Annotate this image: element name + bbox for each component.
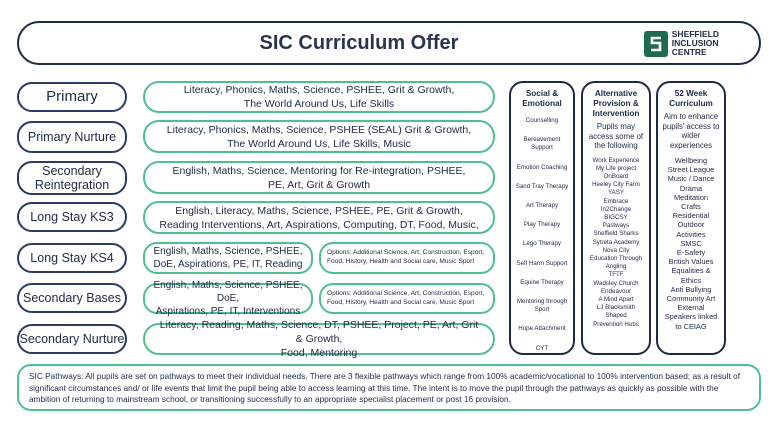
bases-core-subjects: English, Maths, Science, PSHEE, DoE, Aspirations, PE, IT, Interventions <box>143 283 313 314</box>
social-emotional-column <box>509 81 575 355</box>
week52-item: E-Safety <box>676 248 706 258</box>
ks4-core-subjects: English, Maths, Science, PSHEE, DoE, Aspirations, PE, IT, Reading <box>143 242 313 274</box>
logo-line-2: INCLUSION <box>671 38 719 48</box>
social-item: Counselling <box>525 117 559 124</box>
week52-item: Speakers linked <box>664 312 718 322</box>
row-label-primary-nurture: Primary Nurture <box>17 121 127 153</box>
social-item: Bereavement Support <box>523 136 561 152</box>
logo-line-3: CENTRE <box>671 47 707 57</box>
row-content-secondary-bases <box>143 280 495 317</box>
row-content-primary-nurture: Literacy, Phonics, Maths, Science, PSHEE (SEAL) Grit & Growth, The World Around Us, Life Skills, Music <box>143 120 495 153</box>
week52-item: Music / Dance <box>667 174 715 184</box>
alternative-provision-intro: Pupils may access some of the following <box>588 122 644 150</box>
week52-item: British Values <box>668 257 714 267</box>
alternative-item: Pastways <box>602 222 630 230</box>
alternative-item: Sheffield Sharks <box>593 230 639 238</box>
alternative-item: Sytreta Academy <box>592 238 640 246</box>
social-item: Mentoring through Sport <box>516 298 568 314</box>
week52-item: Ethics <box>680 275 702 285</box>
week52-item: External <box>677 303 705 313</box>
row-content-long-stay-ks4 <box>143 242 495 274</box>
alternative-item: Prevention Hubs <box>593 320 639 328</box>
alternative-provision-column <box>581 81 651 355</box>
alternative-item: Work Experience <box>592 156 640 164</box>
row-content-primary: Literacy, Phonics, Maths, Science, PSHEE, Grit & Growth, The World Around Us, Life Skills <box>143 81 495 113</box>
alternative-item: Endeavour <box>601 287 631 295</box>
title-banner <box>17 21 761 65</box>
social-item: Self Harm Support <box>516 259 568 267</box>
alternative-provision-list <box>585 157 647 329</box>
logo-text <box>672 30 719 57</box>
row-content-long-stay-ks3: English, Literacy, Maths, Science, PSHEE, PE, Grit & Growth, Reading Interventions, Art, Aspirations, Computing, DT, Food, Music, <box>143 201 495 234</box>
row-label-secondary-bases: Secondary Bases <box>17 283 127 313</box>
alternative-item: Nova City <box>602 246 630 254</box>
week52-item: Street League <box>667 165 715 175</box>
row-label-long-stay-ks4: Long Stay KS4 <box>17 243 127 273</box>
bases-options: Options: Additional Science, Art, Construction, Esport, Food, History, Health and Social care, Music Sport <box>319 283 495 314</box>
sic-logo <box>644 30 719 57</box>
row-label-primary: Primary <box>17 82 127 112</box>
week52-item: Community Art <box>666 294 716 304</box>
social-item: Play Therapy <box>523 221 561 229</box>
social-item: Art Therapy <box>525 202 559 210</box>
week52-item: Residential <box>672 211 710 221</box>
sic-pathways-note: SIC Pathways: All pupils are set on pathways to meet their individual needs. There are 3 flexible pathways which range from 100% academic/vocational to 100% intervention based; as a result of significant circumstances and/ or life events that limit the pupil being able to access learning at this time. The intent is to move the pupil through the pathways as quickly as possible with the ambition of returning to mainstream school, or transitioning successfully to an appropriate specialist placement or post 16 provision. <box>17 364 761 411</box>
alternative-item: YASY <box>607 189 625 197</box>
social-item: Emotion Coaching <box>516 163 568 171</box>
week52-item: Anti Bullying <box>670 284 712 294</box>
alternative-item: Education Through <box>589 254 643 262</box>
sic-logo-icon <box>644 31 668 57</box>
ks4-options: Options: Additional Science, Art, Construction, Esport, Food, History, Health and Social care, Music Sport <box>319 242 495 274</box>
alternative-item: Angling <box>605 263 627 271</box>
week52-item: Equalities & <box>671 266 711 276</box>
week52-item: Outdoor <box>677 220 705 230</box>
alternative-item: LJ Blacksmith <box>596 304 636 312</box>
social-item: Equine Therapy <box>520 278 564 286</box>
week52-intro: Aim to enhance pupils' access to wider experiences <box>662 112 720 150</box>
social-item: Lego Therapy <box>522 240 562 248</box>
row-label-secondary-reintegration: Secondary Reintegration <box>17 161 127 195</box>
page-title: SIC Curriculum Offer <box>259 31 459 54</box>
alternative-item: OnBoard <box>603 172 629 180</box>
week52-item: Crafts <box>681 202 701 212</box>
alternative-item: TFTF <box>608 271 624 279</box>
social-item: CYT <box>535 344 549 352</box>
week52-item: Meditation <box>673 192 709 202</box>
alternative-provision-heading: Alternative Provision & Intervention <box>592 89 640 118</box>
social-item: Sand Tray Therapy <box>515 182 569 190</box>
alternative-item: My Life project <box>595 164 637 172</box>
alternative-item: BIGCSY <box>604 213 628 221</box>
week52-heading: 52 Week Curriculum <box>669 89 713 108</box>
week52-list <box>660 156 722 331</box>
social-emotional-list <box>513 117 571 353</box>
alternative-item: In2Change <box>600 205 632 213</box>
row-content-secondary-reintegration: English, Maths, Science, Mentoring for Re-integration, PSHEE, PE, Art, Grit & Growth <box>143 161 495 194</box>
social-emotional-heading: Social & Emotional <box>522 89 562 108</box>
week52-item: SMSC <box>680 238 702 248</box>
week52-item: Drama <box>679 183 703 193</box>
alternative-item: A Mind Apart <box>598 295 634 303</box>
alternative-item: Embrace <box>603 197 629 205</box>
alternative-item: Heeley City Farm <box>592 181 640 189</box>
alternative-item: Wadsley Church <box>593 279 639 287</box>
week52-item: Wellbeing <box>674 156 708 165</box>
week52-column <box>656 81 726 355</box>
alternative-item: Shaped <box>605 312 627 320</box>
logo-line-1: SHEFFIELD <box>671 29 719 39</box>
week52-item: to CEIAG <box>675 321 707 331</box>
row-label-long-stay-ks3: Long Stay KS3 <box>17 202 127 232</box>
row-label-secondary-nurture: Secondary Nurture <box>17 324 127 354</box>
social-item: Hope Attachment <box>518 325 566 333</box>
row-content-secondary-nurture: Literacy, Reading, Maths, Science, DT, PSHEE, Project, PE, Art, Grit & Growth, Food, Mentoring <box>143 323 495 355</box>
week52-item: Activities <box>676 229 706 239</box>
